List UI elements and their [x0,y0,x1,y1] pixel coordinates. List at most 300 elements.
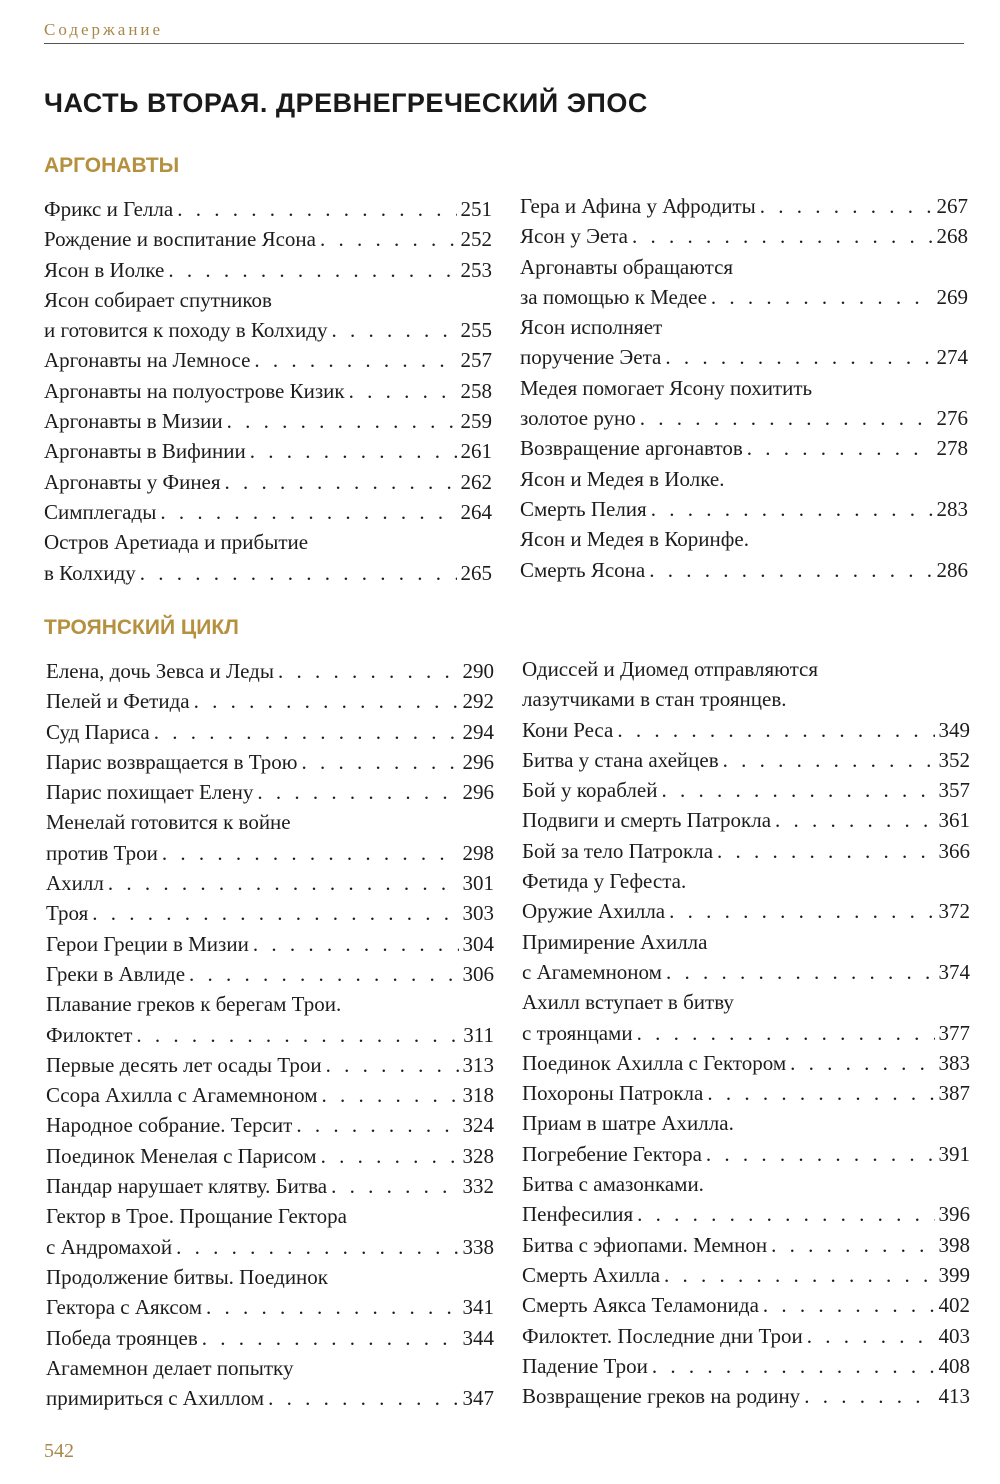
toc-page-number: 374 [938,959,970,984]
toc-entry-title: Елена, дочь Зевса и Леды [46,659,274,683]
toc-page-number: 268 [936,224,968,249]
toc-entry-title: Гектор в Трое. Прощание Гектора [46,1204,347,1229]
toc-entry [44,497,492,527]
dot-leader [140,558,457,588]
toc-entry-line-final [46,1141,494,1171]
dot-leader [349,376,457,406]
toc-entry-title: Пелей и Фетида [46,689,190,714]
toc-page-number: 264 [460,499,492,524]
toc-entry-line-final [522,1290,970,1320]
toc-entry-line-final [46,777,494,807]
toc-entry-line [522,927,970,957]
toc-entry [46,959,494,989]
toc-page-number: 276 [936,406,968,431]
toc-entry [44,194,492,224]
toc-entry-line-final [522,1199,970,1229]
dot-leader [775,805,934,835]
toc-entry [44,285,492,346]
toc-entry-title: Ясон и Медея в Иолке. [520,466,725,491]
toc-page-number: 306 [462,961,494,986]
toc-page-number: 290 [462,659,494,683]
toc-entry-line-final [46,717,494,747]
toc-entry [522,745,970,775]
toc-entry-line [520,464,968,494]
toc-page-number: 347 [462,1386,494,1411]
toc-page-number: 338 [462,1234,494,1259]
dot-leader [194,686,459,716]
toc-entry [46,717,494,747]
toc-entry-line-final [522,1260,970,1290]
toc-entry-title: Пенфесилия [522,1202,634,1227]
toc-entry-line-final [520,494,968,524]
dot-leader [278,656,459,686]
toc-entry [44,224,492,254]
toc-entry-title: Троя [46,901,89,926]
toc-entry-line [44,527,492,557]
toc-entry-line-final [522,1139,970,1169]
toc-entry-title: Поединок Менелая с Парисом [46,1143,317,1168]
toc-entry-title: Народное собрание. Терсит [46,1113,293,1138]
toc-entry-title: Оружие Ахилла [522,899,666,924]
toc-page-number: 267 [936,194,968,218]
toc-entry-line-final [46,1020,494,1050]
dot-leader [321,1141,459,1171]
toc-entry-line [522,1108,970,1138]
toc-entry-line-final [522,1078,970,1108]
toc-entry-line-final [44,406,492,436]
toc-entry-line-final [44,497,492,527]
toc-page-number: 341 [462,1295,494,1320]
toc-entry-line-final [46,898,494,928]
toc-entry-line-final [46,959,494,989]
toc-entry-title: Ясон в Иолке [44,257,165,282]
toc-entry-line-final [46,1171,494,1201]
toc-entry-line [522,1169,970,1199]
toc-page-number: 251 [460,197,492,221]
dot-leader [617,715,934,745]
toc-entry-title: Ясон и Медея в Коринфе. [520,527,749,552]
toc-page-number: 258 [460,378,492,403]
dot-leader [669,896,934,926]
toc-entry-line-final [46,1232,494,1262]
toc-entry [46,747,494,777]
toc-page-number: 366 [938,838,970,863]
toc-entry-line [520,252,968,282]
dot-leader [807,1321,935,1351]
toc-entry [46,1262,494,1323]
toc-column-argonauts-left [44,194,492,588]
dot-leader [301,747,458,777]
toc-entry [46,1323,494,1353]
toc-entry-line-final [44,376,492,406]
toc-page-number: 283 [936,496,968,521]
toc-entry-title: Рождение и воспитание Ясона [44,227,316,252]
toc-entry-title: Битва с эфиопами. Мемнон [522,1232,768,1257]
toc-entry [46,868,494,898]
toc-entry-title: Греки в Авлиде [46,961,186,986]
toc-entry-title: Аргонавты в Мизии [44,409,223,434]
toc-entry-title: Остров Аретиада и прибытие [44,530,309,555]
toc-page-number: 296 [462,749,494,774]
dot-leader [177,194,456,224]
toc-page-number: 398 [938,1232,970,1257]
toc-page-number: 301 [462,871,494,896]
toc-entry-line-final [46,1383,494,1413]
dot-leader [804,1381,934,1411]
toc-entry-line-final [46,1050,494,1080]
toc-entry-title: Фрикс и Гелла [44,197,174,221]
dot-leader [331,315,456,345]
toc-page-number: 332 [462,1174,494,1199]
toc-entry-line-final [522,1351,970,1381]
toc-entry-title: Возвращение греков на родину [522,1384,801,1409]
toc-entry [520,252,968,313]
toc-entry [520,312,968,373]
dot-leader [711,282,933,312]
toc-page-number: 413 [938,1384,970,1409]
toc-page-number: 313 [462,1052,494,1077]
toc-entry-line [46,1201,494,1231]
toc-entry-title: Симплегады [44,499,157,524]
toc-entry-title: Битва у стана ахейцев [522,747,719,772]
toc-entry [522,1169,970,1230]
dot-leader [649,555,932,585]
toc-page-number: 296 [462,780,494,805]
toc-entry-title: Победа троянцев [46,1325,198,1350]
toc-entry [522,1290,970,1320]
toc-entry [46,656,494,686]
toc-entry-line-final [46,838,494,868]
header-rule [44,43,964,44]
toc-entry [46,1171,494,1201]
dot-leader [320,224,457,254]
toc-entry [46,929,494,959]
toc-page-number: 304 [462,931,494,956]
toc-entry-line-final [522,715,970,745]
toc-entry-title: Ясон у Эета [520,224,629,249]
toc-page-number: 357 [938,778,970,803]
section-title-argonauts: АРГОНАВТЫ [44,154,180,177]
toc-entry-title: Филоктет. Последние дни Трои [522,1323,803,1348]
toc-entry-title: Бой за тело Патрокла [522,838,714,863]
toc-entry [522,654,970,745]
toc-entry-line-final [522,745,970,775]
toc-page-number: 298 [462,840,494,865]
toc-entry-title: Ахилл вступает в битву [522,990,734,1015]
toc-entry [46,777,494,807]
dot-leader [154,717,459,747]
toc-entry [44,376,492,406]
dot-leader [717,836,934,866]
toc-page-number: 402 [938,1293,970,1318]
toc-entry-title: Примирение Ахилла [522,929,708,954]
toc-entry-title: Медея помогает Ясону похитить [520,375,813,400]
toc-page-number: 265 [460,560,492,585]
toc-entry [522,1230,970,1260]
toc-entry-title: Подвиги и смерть Патрокла [522,808,772,833]
toc-entry [520,433,968,463]
dot-leader [160,497,456,527]
toc-entry-title: Смерть Ясона [520,557,646,582]
toc-entry [46,686,494,716]
toc-entry-title: Аргонавты на Лемносе [44,348,251,373]
toc-entry-title: Парис похищает Елену [46,780,254,805]
toc-entry-line-final [46,1292,494,1322]
toc-page-number: 286 [936,557,968,582]
toc-entry-line-final [522,1018,970,1048]
toc-entry-title: Гектора с Аяксом [46,1295,203,1320]
dot-leader [640,403,933,433]
toc-page-number: 372 [938,899,970,924]
toc-entry-title: Плавание греков к берегам Трои. [46,992,342,1017]
toc-entry-line-final [520,403,968,433]
toc-entry [522,1260,970,1290]
dot-leader [637,1018,935,1048]
dot-leader [189,959,458,989]
toc-entry-title: Продолжение битвы. Поединок [46,1264,329,1289]
toc-page-number: 269 [936,284,968,309]
toc-entry [522,1321,970,1351]
toc-entry-title: Похороны Патрокла [522,1081,704,1106]
toc-page-number: 292 [462,689,494,714]
toc-page-number: 252 [460,227,492,252]
toc-page-number: 403 [938,1323,970,1348]
toc-entry-line-final [522,1321,970,1351]
toc-entry-line-final [46,929,494,959]
toc-entry [522,866,970,927]
toc-entry-title: Смерть Аякса Теламонида [522,1293,759,1318]
toc-page-number: 274 [936,345,968,370]
toc-page-number: 311 [463,1022,494,1047]
toc-page-number: 253 [460,257,492,282]
toc-page-number: 294 [462,719,494,744]
toc-entry-line [46,989,494,1019]
dot-leader [206,1292,458,1322]
toc-entry-line [522,987,970,1017]
dot-leader [227,406,457,436]
toc-entry-line-final [520,342,968,372]
toc-entry-line-final [44,315,492,345]
toc-entry [46,1110,494,1140]
toc-entry-title: Ясон исполняет [520,315,663,340]
toc-entry-line [46,1353,494,1383]
page-number: 542 [44,1440,74,1462]
toc-entry-line-final [522,836,970,866]
toc-entry-line-final [46,1323,494,1353]
toc-entry-line [520,312,968,342]
toc-entry-title: Менелай готовится к войне [46,810,291,835]
toc-page-number: 318 [462,1083,494,1108]
toc-page-number: 383 [938,1050,970,1075]
toc-page-number: 259 [460,409,492,434]
toc-entry-title: примириться с Ахиллом [46,1386,265,1411]
toc-entry-line-final [44,194,492,224]
toc-entry [520,524,968,585]
toc-entry-title: Смерть Ахилла [522,1262,661,1287]
toc-entry-title: Агамемнон делает попытку [46,1355,294,1380]
toc-entry-line-final [44,558,492,588]
toc-page-number: 257 [460,348,492,373]
toc-entry-line-final [522,775,970,805]
toc-page-number: 377 [938,1020,970,1045]
toc-entry-title: Битва с амазонками. [522,1172,704,1197]
toc-entry [46,1050,494,1080]
dot-leader [790,1048,934,1078]
toc-entry-line-final [46,868,494,898]
toc-entry [522,1351,970,1381]
toc-entry [46,1080,494,1110]
toc-page-number: 344 [462,1325,494,1350]
toc-entry-line-final [520,555,968,585]
section-title-trojan-cycle: ТРОЯНСКИЙ ЦИКЛ [44,616,239,639]
toc-entry-line-final [46,656,494,686]
toc-entry-line-final [522,1230,970,1260]
toc-entry-title: Гера и Афина у Афродиты [520,194,756,218]
toc-entry-title: Аргонавты обращаются [520,254,734,279]
dot-leader [661,775,934,805]
dot-leader [706,1139,935,1169]
toc-entry [46,898,494,928]
toc-entry-line-final [44,255,492,285]
dot-leader [723,745,935,775]
toc-entry-title: Пандар нарушает клятву. Битва [46,1174,328,1199]
toc-entry-title: Одиссей и Диомед отправляются [522,657,818,681]
toc-entry-line [46,1262,494,1292]
toc-column-trojan-left [46,656,494,1413]
toc-entry-title: и готовится к походу в Колхиду [44,318,328,343]
toc-page-number: 262 [460,469,492,494]
toc-entry [44,406,492,436]
dot-leader [257,777,458,807]
toc-entry-title: Ахилл [46,871,104,896]
dot-leader [665,342,932,372]
dot-leader [254,345,456,375]
toc-entry-line-final [520,433,968,463]
toc-entry-title: Возвращение аргонавтов [520,436,743,461]
dot-leader [664,1260,934,1290]
dot-leader [632,221,932,251]
toc-entry-line-final [46,747,494,777]
toc-page-number: 396 [938,1202,970,1227]
toc-entry [522,1048,970,1078]
toc-entry-title: Падение Трои [522,1353,648,1378]
dot-leader [176,1232,458,1262]
dot-leader [322,1080,459,1110]
toc-entry-line [522,684,970,714]
toc-entry-line-final [522,957,970,987]
toc-entry [44,436,492,466]
toc-entry [520,373,968,434]
toc-entry-line [522,866,970,896]
toc-page-number: 261 [460,439,492,464]
toc-entry-title: за помощью к Медее [520,284,707,309]
toc-entry-title: Суд Париса [46,719,150,744]
dot-leader [250,436,457,466]
running-head: Содержание [44,20,164,39]
dot-leader [326,1050,459,1080]
toc-entry-line-final [46,686,494,716]
toc-entry [522,1381,970,1411]
toc-entry-line-final [44,467,492,497]
dot-leader [162,838,459,868]
toc-entry-line-final [46,1110,494,1140]
toc-page-number: 324 [462,1113,494,1138]
dot-leader [108,868,459,898]
dot-leader [763,1290,935,1320]
dot-leader [202,1323,459,1353]
toc-entry-title: Погребение Гектора [522,1141,702,1166]
toc-entry-line-final [520,191,968,221]
toc-entry-title: золотое руно [520,406,636,431]
toc-entry-title: Фетида у Гефеста. [522,869,687,894]
toc-entry-title: с Агамемноном [522,959,662,984]
dot-leader [92,898,458,928]
toc-entry [46,989,494,1050]
toc-entry [522,836,970,866]
toc-page-number: 303 [462,901,494,926]
toc-entry-line [44,285,492,315]
toc-entry [522,927,970,988]
toc-entry-title: в Колхиду [44,560,136,585]
toc-page-number: 399 [938,1262,970,1287]
toc-entry-line [522,654,970,684]
toc-entry [520,221,968,251]
dot-leader [760,191,933,221]
toc-entry-line-final [44,345,492,375]
toc-entry-title: с Андромахой [46,1234,173,1259]
toc-entry-title: Бой у кораблей [522,778,658,803]
dot-leader [253,929,459,959]
toc-entry-title: с троянцами [522,1020,633,1045]
dot-leader [225,467,457,497]
toc-entry-line-final [522,896,970,926]
toc-entry [46,1141,494,1171]
toc-entry-title: Аргонавты на полуострове Кизик [44,378,345,403]
toc-entry [522,987,970,1048]
dot-leader [136,1020,459,1050]
toc-entry-title: Смерть Пелия [520,496,647,521]
toc-entry-title: Кони Реса [522,717,614,742]
toc-entry-line-final [46,1080,494,1110]
toc-entry-title: Аргонавты в Вифинии [44,439,246,464]
toc-page-number: 391 [938,1141,970,1166]
toc-entry-title: против Трои [46,840,158,865]
toc-entry-title: Ссора Ахилла с Агамемноном [46,1083,318,1108]
toc-page-number: 352 [938,747,970,772]
part-title: ЧАСТЬ ВТОРАЯ. ДРЕВНЕГРЕЧЕСКИЙ ЭПОС [44,88,648,118]
toc-entry [44,255,492,285]
dot-leader [637,1199,934,1229]
toc-page-number: 361 [938,808,970,833]
toc-entry [522,1078,970,1108]
toc-entry-line-final [522,1048,970,1078]
dot-leader [771,1230,934,1260]
toc-entry-line [46,807,494,837]
toc-entry [520,464,968,525]
toc-entry [44,527,492,588]
dot-leader [268,1383,458,1413]
toc-entry-line-final [522,1381,970,1411]
dot-leader [707,1078,934,1108]
toc-entry [520,191,968,221]
dot-leader [168,255,456,285]
dot-leader [747,433,933,463]
toc-entry-line-final [522,805,970,835]
toc-entry-title: Герои Греции в Мизии [46,931,249,956]
toc-entry-line [520,373,968,403]
toc-page-number: 255 [460,318,492,343]
toc-entry-title: Первые десять лет осады Трои [46,1052,322,1077]
